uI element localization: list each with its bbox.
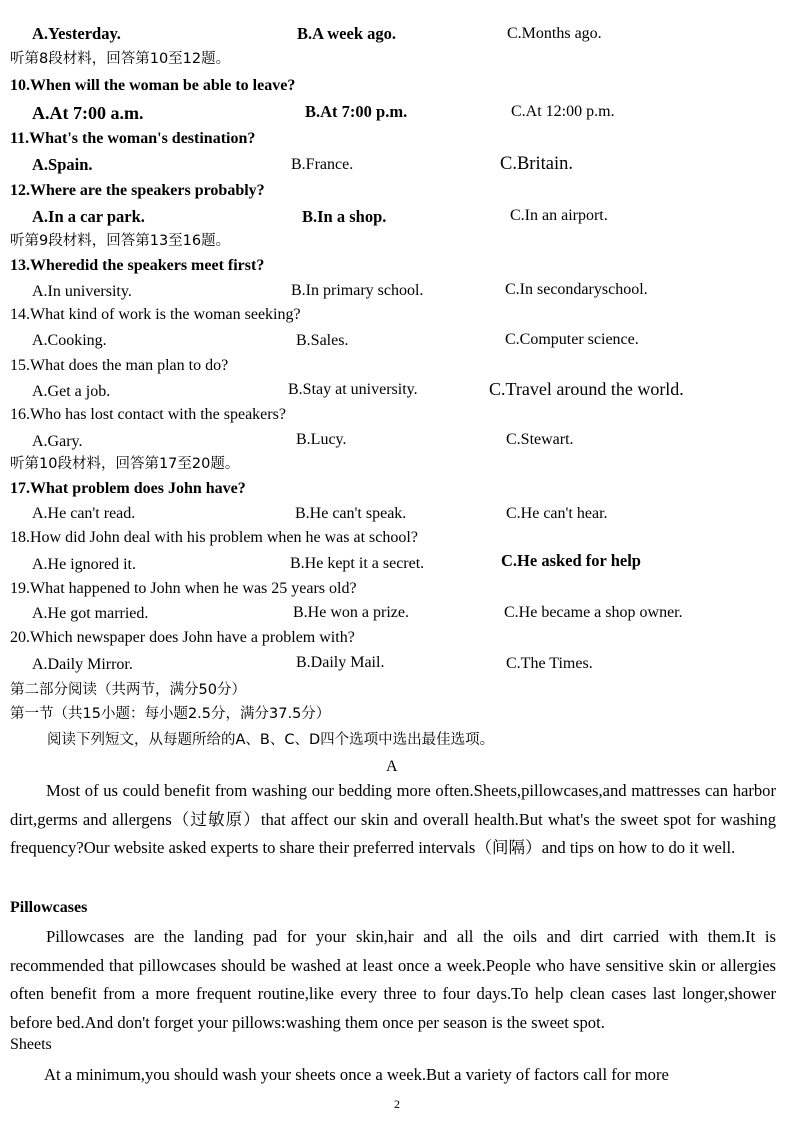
section9-header: 听第9段材料，回答第13至16题。 xyxy=(10,233,231,249)
q18-question: 18.How did John deal with his problem when he was at school? xyxy=(10,529,418,546)
q12-option-a: A.In a car park. xyxy=(32,207,145,226)
q15-option-c: C.Travel around the world. xyxy=(489,379,684,399)
q10-question: 10.When will the woman be able to leave? xyxy=(10,77,296,94)
q11-question: 11.What's the woman's destination? xyxy=(10,130,256,147)
q12-question: 12.Where are the speakers probably? xyxy=(10,182,265,199)
q14-option-a: A.Cooking. xyxy=(32,332,107,349)
q12-option-b: B.In a shop. xyxy=(302,207,387,226)
q19-option-a: A.He got married. xyxy=(32,605,149,622)
q13-question: 13.Wheredid the speakers meet first? xyxy=(10,257,265,274)
q11-option-c: C.Britain. xyxy=(500,154,573,174)
q13-option-a: A.In university. xyxy=(32,283,132,300)
intro-paragraph: Most of us could benefit from washing our bedding more often.Sheets,pillowcases,and mattresses can harbor dirt,germs and allergens（过敏原）that affect our skin and overall health.But what's the sweet spot for washing frequency?Our website asked experts to share their preferred intervals（间隔）and tips on how to do it well. xyxy=(10,781,776,857)
q9-option-b: B.A week ago. xyxy=(297,24,396,43)
q20-option-c: C.The Times. xyxy=(506,655,593,672)
q13-option-b: B.In primary school. xyxy=(291,282,424,299)
sheets-heading: Sheets xyxy=(10,1036,52,1053)
q19-question: 19.What happened to John when he was 25 years old? xyxy=(10,580,357,597)
q14-option-c: C.Computer science. xyxy=(505,331,639,348)
q18-option-c: C.He asked for help xyxy=(501,551,641,570)
q18-option-b: B.He kept it a secret. xyxy=(290,555,425,572)
q15-option-a: A.Get a job. xyxy=(32,383,111,400)
section8-header: 听第8段材料，回答第10至12题。 xyxy=(10,51,231,67)
q15-option-b: B.Stay at university. xyxy=(288,381,418,398)
q11-option-a: A.Spain. xyxy=(32,155,93,174)
q14-option-b: B.Sales. xyxy=(296,332,349,349)
q17-option-b: B.He can't speak. xyxy=(295,505,407,522)
q20-option-a: A.Daily Mirror. xyxy=(32,656,133,673)
instructions: 阅读下列短文，从每题所给的A、B、C、D四个选项中选出最佳选项。 xyxy=(47,732,495,748)
q9-option-c: C.Months ago. xyxy=(507,25,602,42)
q17-question: 17.What problem does John have? xyxy=(10,480,246,497)
q16-option-b: B.Lucy. xyxy=(296,431,347,448)
q19-option-c: C.He became a shop owner. xyxy=(504,604,683,621)
q9-option-a: A.Yesterday. xyxy=(32,24,121,43)
section1-header: 第一节（共15小题：每小题2.5分，满分37.5分） xyxy=(10,706,331,722)
q18-option-a: A.He ignored it. xyxy=(32,556,136,573)
q15-question: 15.What does the man plan to do? xyxy=(10,357,229,374)
passage-label: A xyxy=(386,758,398,775)
q14-question: 14.What kind of work is the woman seeking? xyxy=(10,306,301,323)
pillowcases-paragraph: Pillowcases are the landing pad for your skin,hair and all the oils and dirt carried with them.It is recommended that pillowcases should be washed at least once a week.People who have sensitive skin or allergies often benefit from a more frequent routine,like every three to four days.To help clean cases last longer,shower before bed.And don't forget your pillows:washing them once per season is the sweet spot. xyxy=(10,927,776,1032)
q20-option-b: B.Daily Mail. xyxy=(296,654,385,671)
part2-header: 第二部分阅读（共两节，满分50分） xyxy=(10,682,246,698)
q10-option-a: A.At 7:00 a.m. xyxy=(32,103,144,123)
q19-option-b: B.He won a prize. xyxy=(293,604,409,621)
page-number: 2 xyxy=(394,1097,400,1111)
q16-option-c: C.Stewart. xyxy=(506,431,574,448)
q17-option-a: A.He can't read. xyxy=(32,505,136,522)
section10-header: 听第10段材料，回答第17至20题。 xyxy=(10,456,240,472)
sheets-paragraph: At a minimum,you should wash your sheets once a week.But a variety of factors call for more xyxy=(44,1065,669,1084)
q16-option-a: A.Gary. xyxy=(32,433,83,450)
pillowcases-heading: Pillowcases xyxy=(10,899,88,916)
q13-option-c: C.In secondaryschool. xyxy=(505,281,648,298)
q17-option-c: C.He can't hear. xyxy=(506,505,608,522)
q20-question: 20.Which newspaper does John have a problem with? xyxy=(10,629,355,646)
q16-question: 16.Who has lost contact with the speakers? xyxy=(10,406,286,423)
q10-option-c: C.At 12:00 p.m. xyxy=(511,103,615,120)
q11-option-b: B.France. xyxy=(291,156,354,173)
q12-option-c: C.In an airport. xyxy=(510,207,608,224)
q10-option-b: B.At 7:00 p.m. xyxy=(305,102,408,121)
